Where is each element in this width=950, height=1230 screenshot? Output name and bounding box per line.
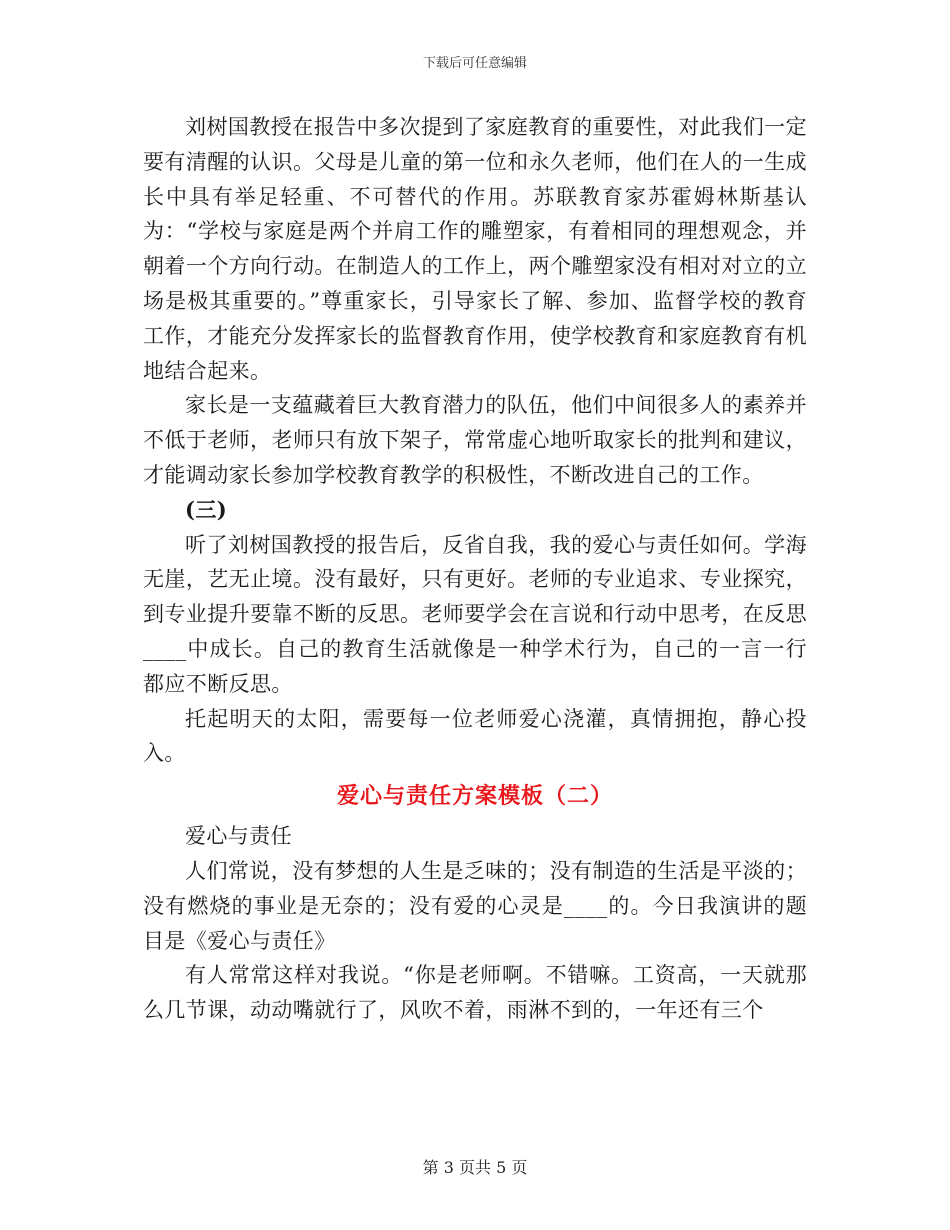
section-title: 爱心与责任方案模板（二）	[336, 783, 613, 810]
paragraph-reflection: 听了刘树国教授的报告后，反省自我，我的爱心与责任如何。学海无崖，艺无止境。没有最好，只有更好。老师的专业追求、专业探究，到专业提升要靠不断的反思。老师要学会在言说和行动中思考，在反思____中成长。自己的教育生活就像是一种学术行为，自己的一言一行都应不断反思。	[143, 532, 807, 696]
paragraph-teacher-job: 有人常常这样对我说。“你是老师啊。不错嘛。工资高，一天就那么几节课，动动嘴就行了，风吹不着，雨淋不到的，一年还有三个	[143, 963, 807, 1023]
paragraph-parents-potential: 家长是一支蕴藏着巨大教育潜力的队伍，他们中间很多人的素养并不低于老师，老师只有放下架子，常常虚心地听取家长的批判和建议，才能调动家长参加学校教育教学的积极性，不断改进自己的工作。	[143, 393, 807, 487]
paragraph-tomorrow-sun: 托起明天的太阳，需要每一位老师爱心浇灌，真情拥抱，静心投入。	[143, 706, 807, 766]
document-body	[143, 110, 807, 1028]
page-header: 下载后可任意编辑	[422, 56, 527, 71]
paragraph-speech-title: 爱心与责任	[185, 824, 292, 849]
paragraph-people-say: 人们常说，没有梦想的人生是乏味的；没有制造的生活是平淡的；没有燃烧的事业是无奈的；没有爱的心灵是____的。今日我演讲的题目是《爱心与责任》	[143, 858, 807, 953]
section-marker-three: (三)	[185, 496, 228, 522]
page-footer: 第 3 页共 5 页	[422, 1158, 528, 1177]
paragraph-family-education: 刘树国教授在报告中多次提到了家庭教育的重要性，对此我们一定要有清醒的认识。父母是儿童的第一位和永久老师，他们在人的一生成长中具有举足轻重、不可替代的作用。苏联教育家苏霍姆林斯基认为：“学校与家庭是两个并肩工作的雕塑家，有着相同的理想观念，并朝着一个方向行动。在制造人的工作上，两个雕塑家没有相对对立的立场是极其重要的。”尊重家长，引导家长了解、参加、监督学校的教育工作，才能充分发挥家长的监督教育作用，使学校教育和家庭教育有机地结合起来。	[143, 115, 807, 383]
